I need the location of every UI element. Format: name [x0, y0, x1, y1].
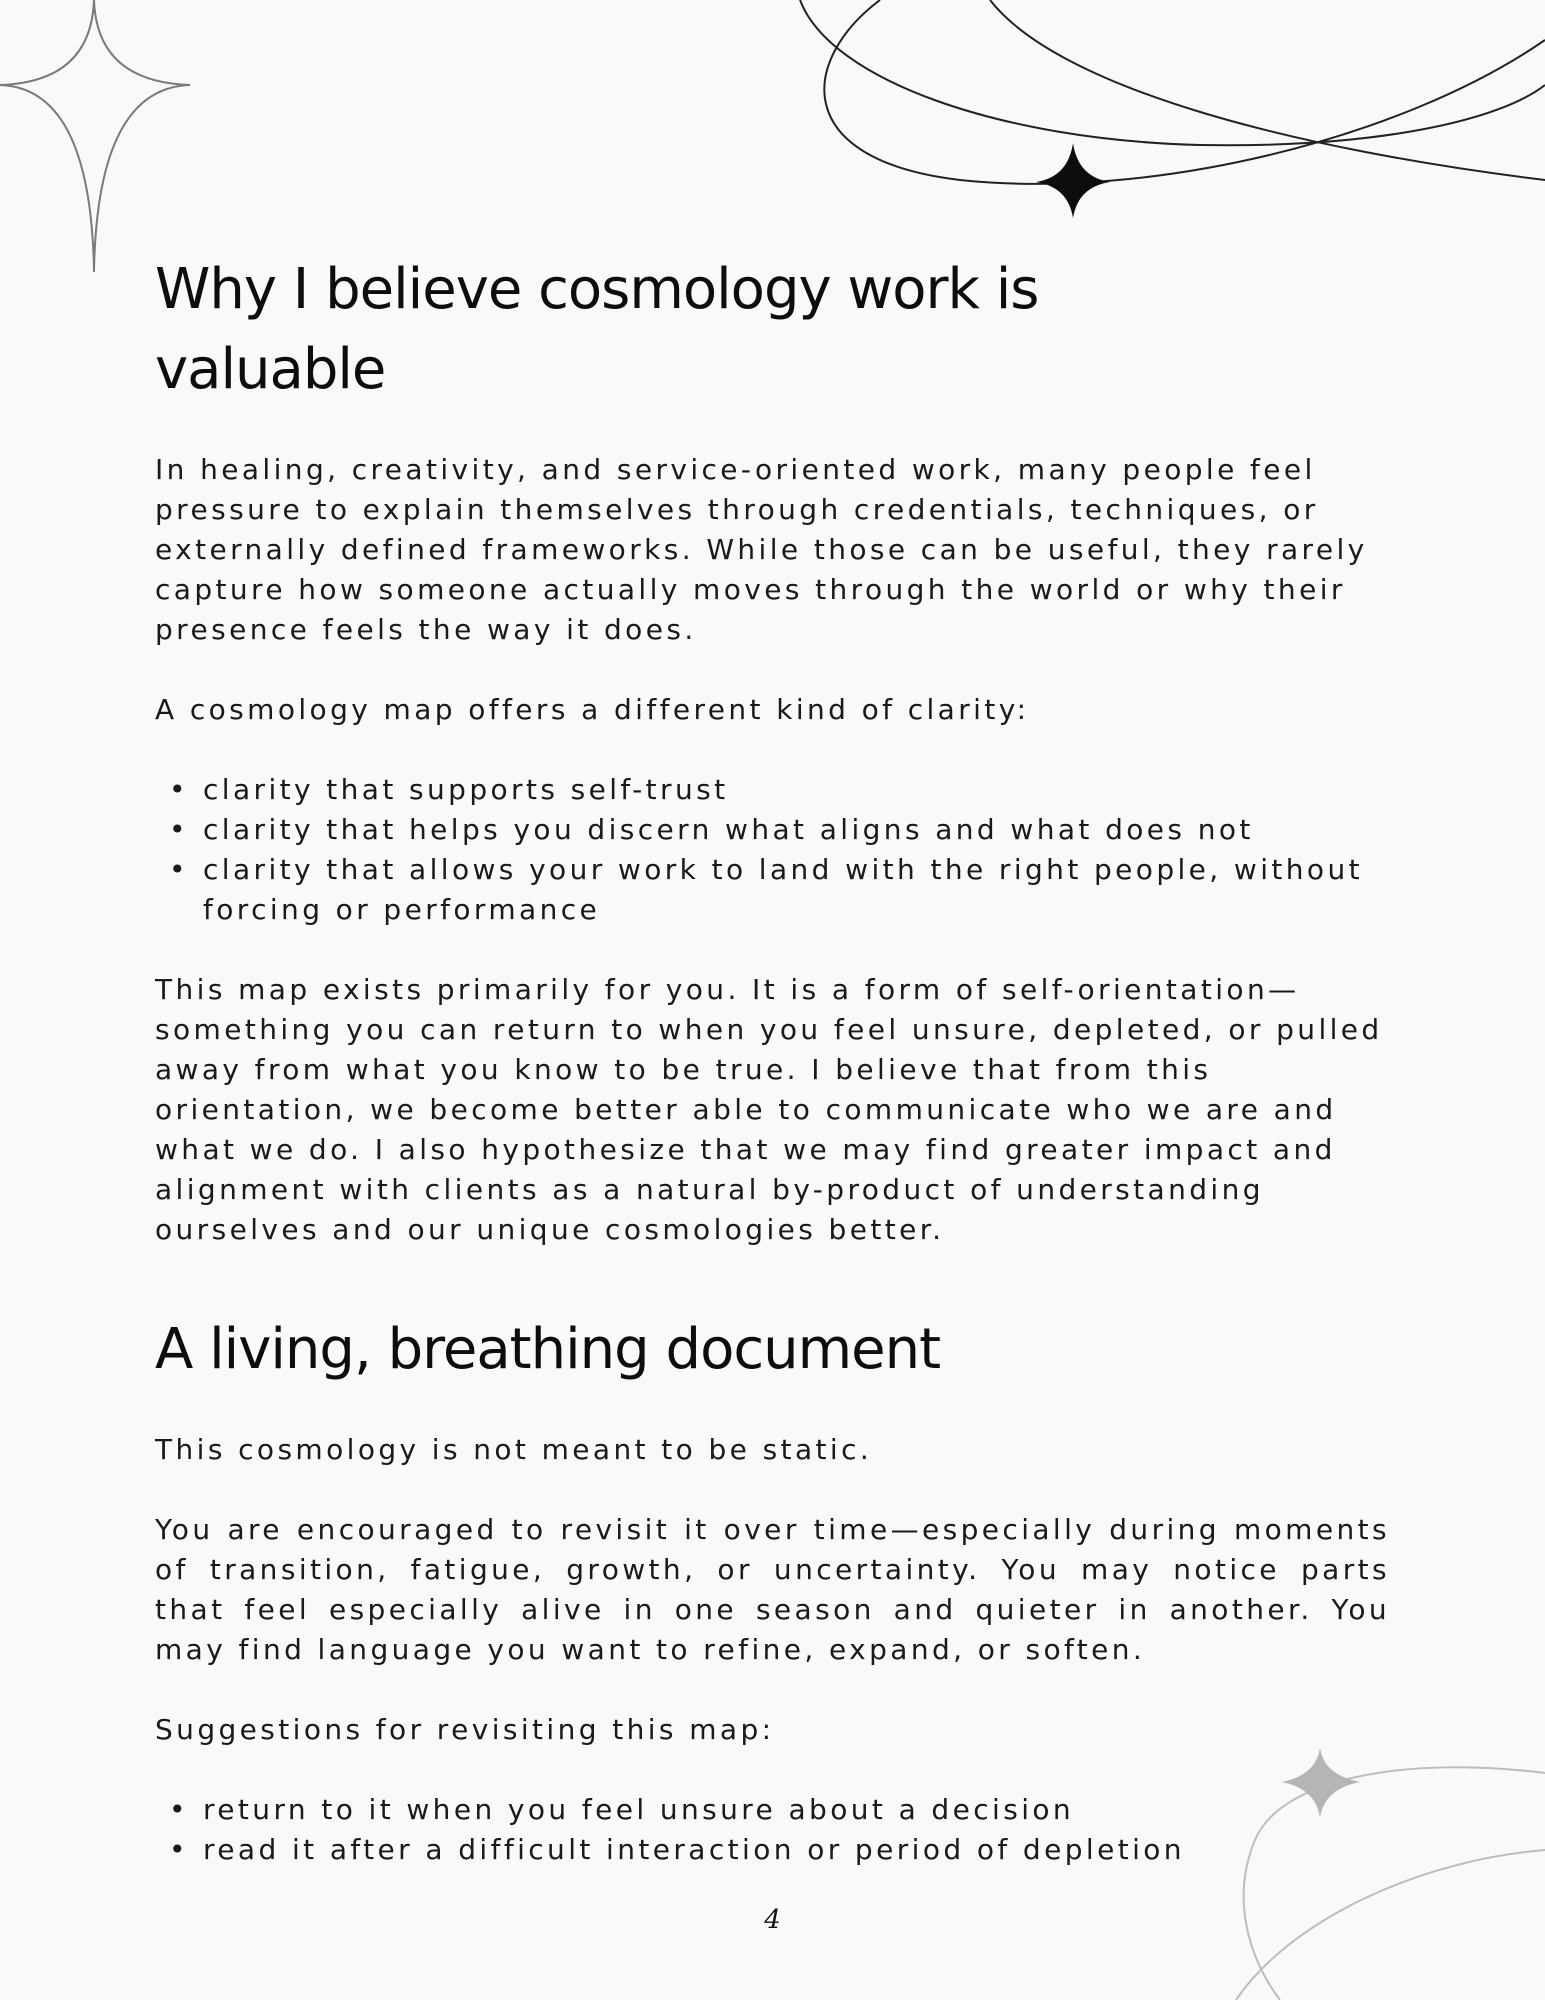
list-item — [169, 770, 1390, 810]
bullet-icon: • — [169, 813, 189, 846]
paragraph: Suggestions for revisiting this map: — [155, 1713, 775, 1746]
section-heading-why-valuable: Why I believe cosmology work is valuable — [155, 257, 1039, 402]
section-heading-living-document: A living, breathing document — [155, 1317, 941, 1382]
list-item — [169, 850, 1390, 930]
four-point-star-outline-icon — [0, 0, 190, 272]
list-item-text: clarity that helps you discern what aligns and what does not — [203, 813, 1254, 846]
bullet-list-clarity — [155, 770, 1390, 930]
bullet-icon: • — [169, 1833, 189, 1866]
list-item-text: read it after a difficult interaction or period of depletion — [203, 1833, 1185, 1866]
paragraph: This cosmology is not meant to be static. — [155, 1433, 873, 1466]
list-item-text: return to it when you feel unsure about a decision — [203, 1793, 1075, 1826]
four-point-star-filled-icon — [1036, 143, 1110, 218]
bullet-icon: • — [169, 773, 189, 806]
list-item-text: clarity that supports self-trust — [203, 773, 729, 806]
list-item — [169, 810, 1390, 850]
paragraph: In healing, creativity, and service-oriented work, many people feel pressure to explain themselves through credentials, techniques, or externally defined frameworks. While those can be useful, they rarely capture how someone actually moves through the world or why their presence feels the way it does. — [155, 453, 1368, 646]
orbit-lines — [800, 0, 1545, 184]
page-number: 4 — [764, 1905, 781, 1935]
bullet-list-revisiting — [155, 1790, 1390, 1870]
bullet-icon: • — [169, 853, 189, 886]
paragraph: You are encouraged to revisit it over time—especially during moments of transition, fatigue, growth, or uncertainty. You may notice parts that feel especially alive in one season and quieter in another. You may find language you want to refine, expand, or soften. — [155, 1513, 1390, 1666]
paragraph: A cosmology map offers a different kind of clarity: — [155, 693, 1030, 726]
list-item — [169, 1790, 1390, 1830]
bullet-icon: • — [169, 1793, 189, 1826]
page-content — [155, 250, 1390, 1870]
list-item — [169, 1830, 1390, 1870]
paragraph: This map exists primarily for you. It is a form of self-orientation—something you can return to when you feel unsure, depleted, or pulled away from what you know to be true. I believe that from this orientation, we become better able to communicate who we are and what we do. I also hypothesize that we may find greater impact and alignment with clients as a natural by-product of understanding ourselves and our unique cosmologies better. — [155, 973, 1383, 1246]
list-item-text: clarity that allows your work to land with the right people, without forcing or performance — [203, 853, 1363, 926]
